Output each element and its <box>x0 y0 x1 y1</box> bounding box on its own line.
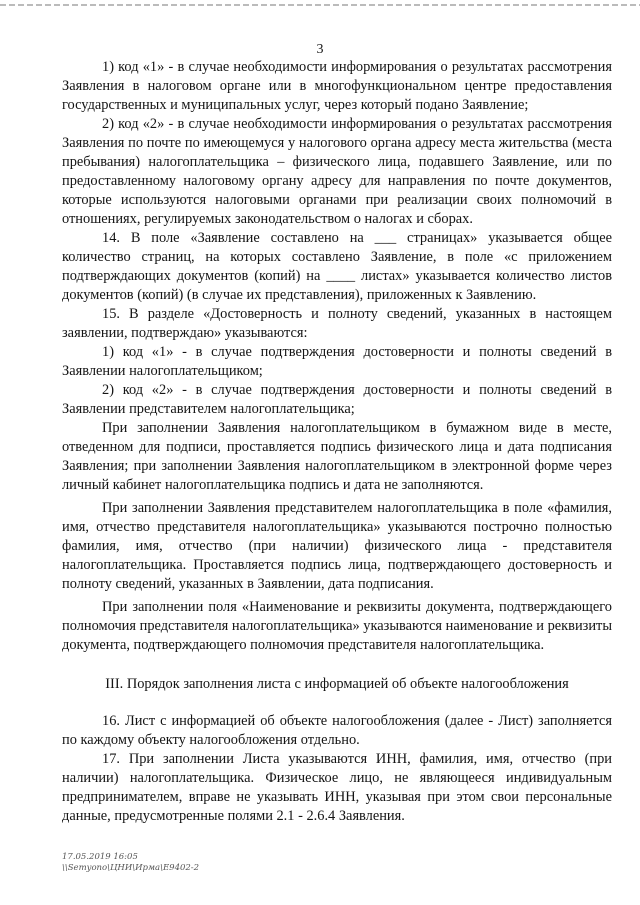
paragraph-15: 15. В разделе «Достоверность и полноту сведений, указанных в настоящем заявлении, подтверждаю» указываются: <box>62 306 612 341</box>
print-footer <box>62 852 199 874</box>
paragraph-paper-signing: При заполнении Заявления налогоплательщиком в бумажном виде в месте, отведенном для подписи, проставляется подпись физического лица и дата подписания Заявления; при заполнении Заявления налогоплательщиком в электронной форме через личный кабинет налогоплательщика подпись и дата не заполняются. <box>62 420 612 493</box>
paragraph-item-code-2: 2) код «2» - в случае необходимости информирования о результатах рассмотрения Заявления по почте по имеющемуся у налогового органа адресу места жительства (места пребывания) налогоплательщика – физического лица, подавшего Заявление, или по предоставленному налоговому органу адресу для направления по почте документов, которые используются налоговыми органами при реализации своих полномочий в отношениях, регулируемых законодательством о налогах и сборах. <box>62 116 612 227</box>
paragraph-15-code-1: 1) код «1» - в случае подтверждения достоверности и полноты сведений в Заявлении налогоплательщиком; <box>62 344 612 379</box>
scan-top-edge <box>0 4 640 6</box>
paragraph-15-code-2: 2) код «2» - в случае подтверждения достоверности и полноты сведений в Заявлении представителем налогоплательщика; <box>62 382 612 417</box>
paragraph-representative-document: При заполнении поля «Наименование и реквизиты документа, подтверждающего полномочия представителя налогоплательщика» указываются наименование и реквизиты документа, подтверждающего полномочия представителя налогоплательщика. <box>62 599 612 653</box>
paragraph-14: 14. В поле «Заявление составлено на ___ страницах» указывается общее количество страниц, на которых составлено Заявление, в поле «с приложением подтверждающих документов (копий) на ____ листах» указывается количество листов документов (копий) (в случае их представления), приложенных к Заявлению. <box>62 230 612 303</box>
document-body <box>62 58 612 826</box>
section-heading: III. Порядок заполнения листа с информацией об объекте налогообложения <box>105 676 569 692</box>
footer-timestamp: 17.05.2019 16:05 <box>62 852 138 862</box>
paragraph-representative-name: При заполнении Заявления представителем налогоплательщика в поле «фамилия, имя, отчество представителя налогоплательщика» указываются построчно полностью фамилия, имя, отчество (при наличии) физического лица - представителя налогоплательщика. Проставляется подпись лица, подтверждающего достоверность и полноту сведений, указанных в Заявлении, дата подписания. <box>62 500 612 592</box>
paragraph-17: 17. При заполнении Листа указываются ИНН, фамилия, имя, отчество (при наличии) налогоплательщика. Физическое лицо, не являющееся индивидуальным предпринимателем, вправе не указывать ИНН, указывая при этом свои персональные данные, предусмотренные полями 2.1 - 2.6.4 Заявления. <box>62 751 612 824</box>
footer-file-path: \\Semyono\ЦНИ\Ирма\Е9402-2 <box>62 863 200 873</box>
paragraph-item-code-1: 1) код «1» - в случае необходимости информирования о результатах рассмотрения Заявления в налоговом органе или в многофункциональном центре предоставления государственных и муниципальных услуг, через который подано Заявление; <box>62 59 612 113</box>
paragraph-16: 16. Лист с информацией об объекте налогообложения (далее - Лист) заполняется по каждому объекту налогообложения отдельно. <box>62 713 612 748</box>
page-number: 3 <box>316 42 324 57</box>
